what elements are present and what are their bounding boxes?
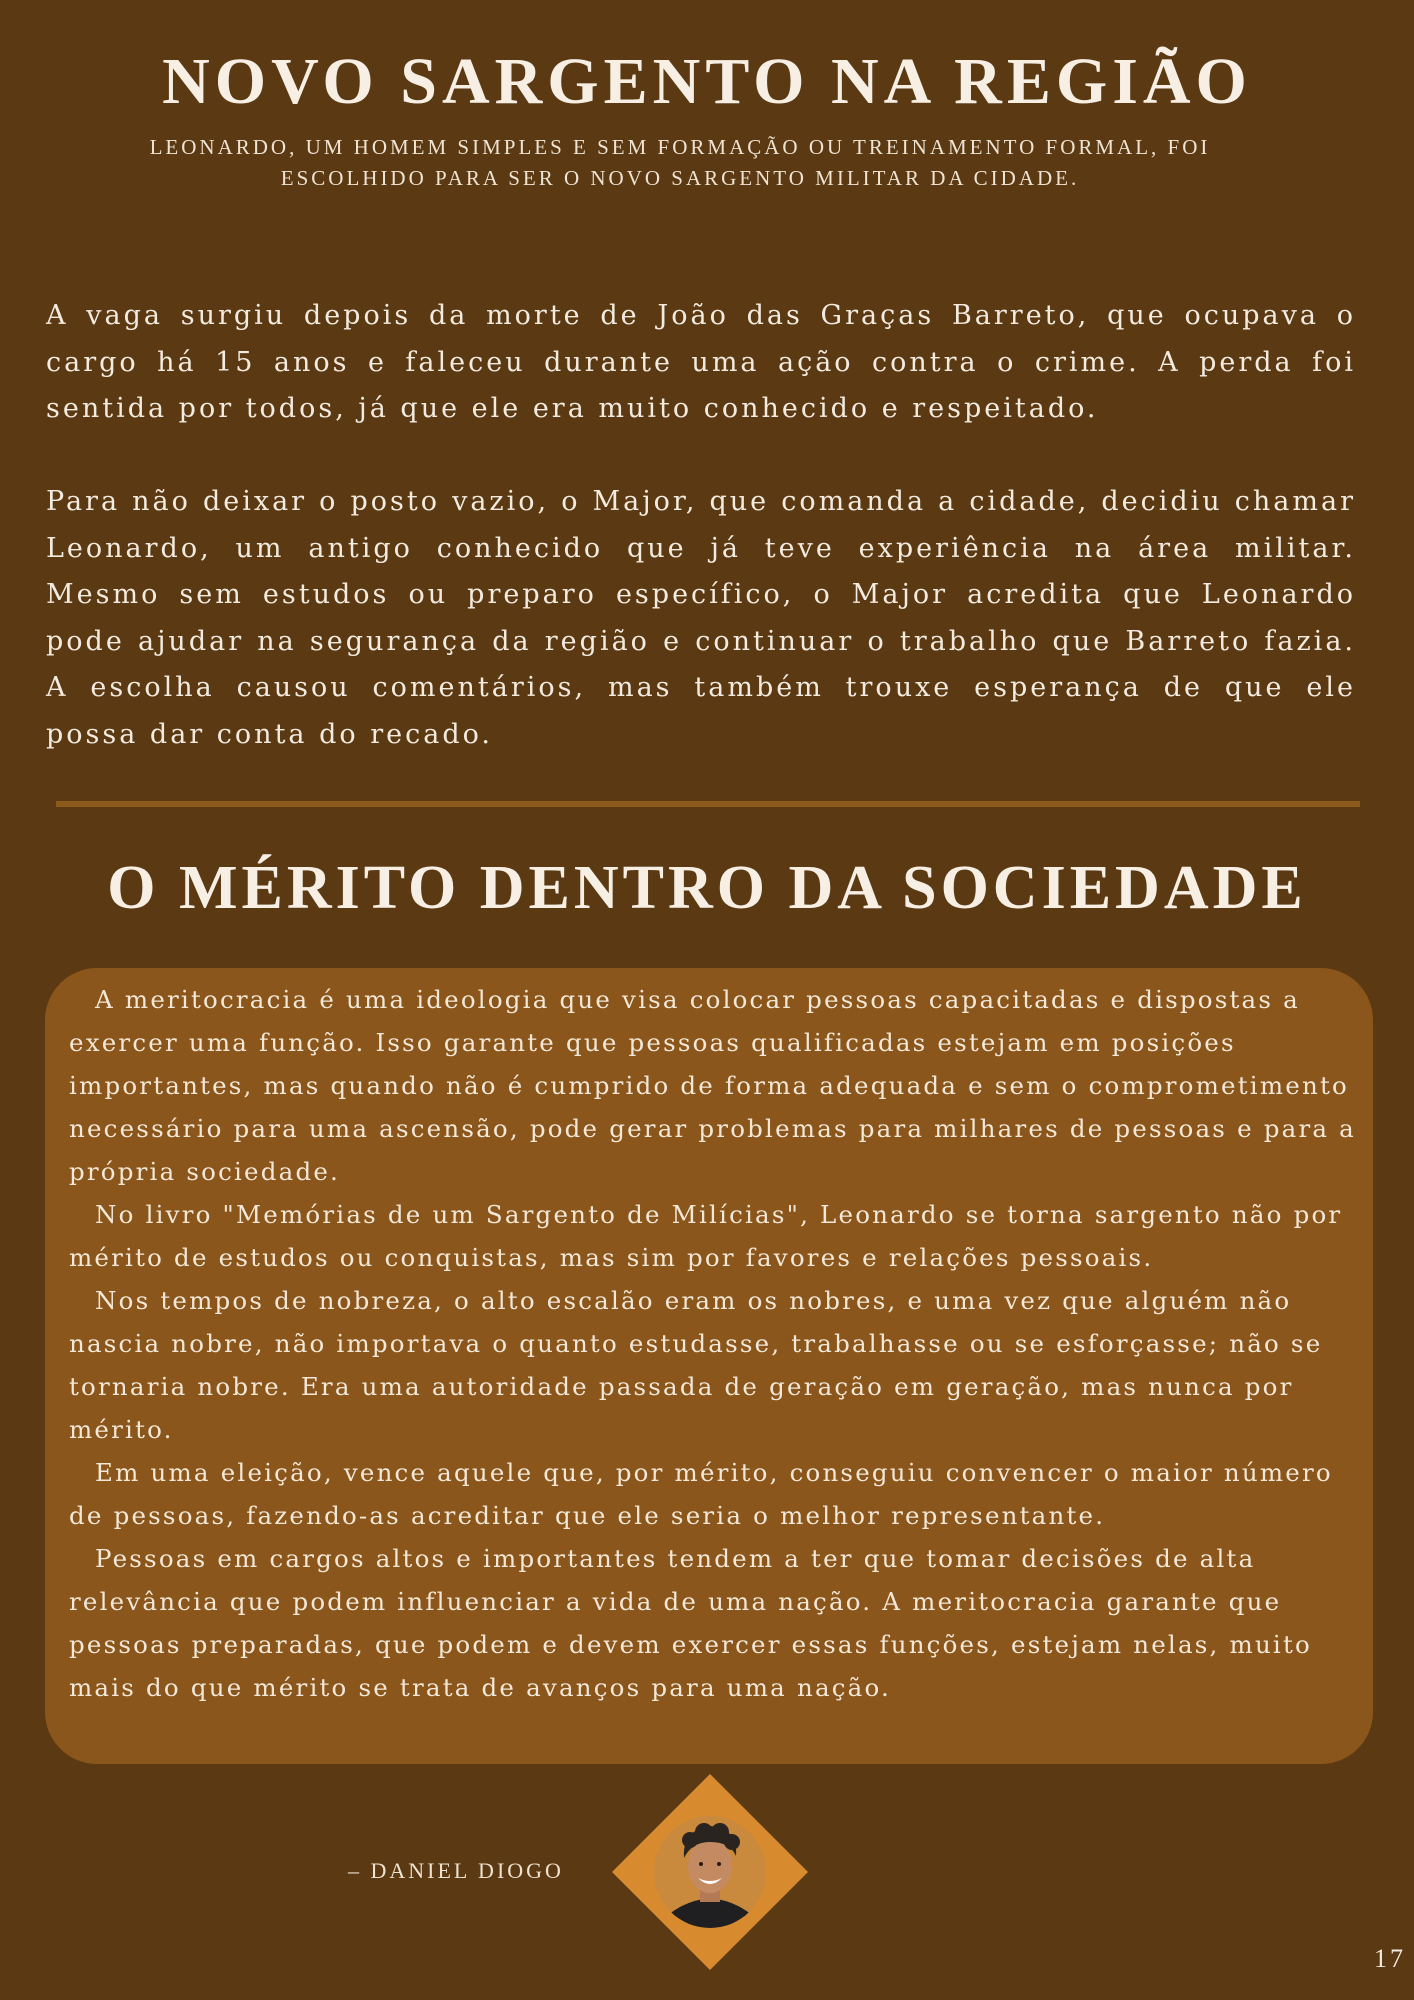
author-photo: [612, 1774, 808, 1970]
article-paragraph: A vaga surgiu depois da morte de João das Graças Barreto, que ocupava o cargo há 15 anos e faleceu durante uma ação contra o crime. A perda foi sentida por todos, já que ele era muito conhecido e respeitado.: [46, 300, 1356, 424]
opinion-paragraph: No livro "Memórias de um Sargento de Milícias", Leonardo se torna sargento não por mérito de estudos ou conquistas, mas sim por favores e relações pessoais.: [69, 1200, 1343, 1272]
section-title: O MÉRITO DENTRO DA SOCIEDADE: [107, 854, 1307, 922]
author-byline: – DANIEL DIOGO: [348, 1858, 564, 1883]
opinion-paragraph: Pessoas em cargos altos e importantes tendem a ter que tomar decisões de alta relevância que podem influenciar a vida de uma nação. A meritocracia garante que pessoas preparadas, que podem e devem exercer essas funções, estejam nelas, muito mais do que mérito se trata de avanços para uma nação.: [69, 1544, 1312, 1702]
article-title: NOVO SARGENTO NA REGIÃO: [162, 45, 1252, 118]
opinion-paragraph: Nos tempos de nobreza, o alto escalão eram os nobres, e uma vez que alguém não nascia nobre, não importava o quanto estudasse, trabalhasse ou se esforçasse; não se tornaria nobre. Era uma autoridade passada de geração em geração, mas nunca por mérito.: [69, 1286, 1323, 1444]
section-divider: [56, 801, 1360, 807]
opinion-box: [45, 968, 1373, 1764]
opinion-paragraph: A meritocracia é uma ideologia que visa colocar pessoas capacitadas e dispostas a exercer uma função. Isso garante que pessoas qualificadas estejam em posições importantes, mas quando não é cumprido de forma adequada e sem o comprometimento necessário para uma ascensão, pode gerar problemas para milhares de pessoas e para a própria sociedade.: [69, 985, 1356, 1186]
opinion-paragraph: Em uma eleição, vence aquele que, por mérito, conseguiu convencer o maior número de pessoas, fazendo-as acreditar que ele seria o melhor representante.: [69, 1458, 1333, 1530]
article-subtitle: LEONARDO, UM HOMEM SIMPLES E SEM FORMAÇÃO OU TREINAMENTO FORMAL, FOI ESCOLHIDO PARA SER O NOVO SARGENTO MILITAR DA CIDADE.: [149, 135, 1211, 190]
opinion-text: [69, 978, 1359, 1709]
page-number: 17: [1374, 1944, 1406, 1973]
article-paragraph: Para não deixar o posto vazio, o Major, que comanda a cidade, decidiu chamar Leonardo, um antigo conhecido que já teve experiência na área militar. Mesmo sem estudos ou preparo específico, o Major acredita que Leonardo pode ajudar na segurança da região e continuar o trabalho que Barreto fazia. A escolha causou comentários, mas também trouxe esperança de que ele possa dar conta do recado.: [46, 486, 1356, 750]
